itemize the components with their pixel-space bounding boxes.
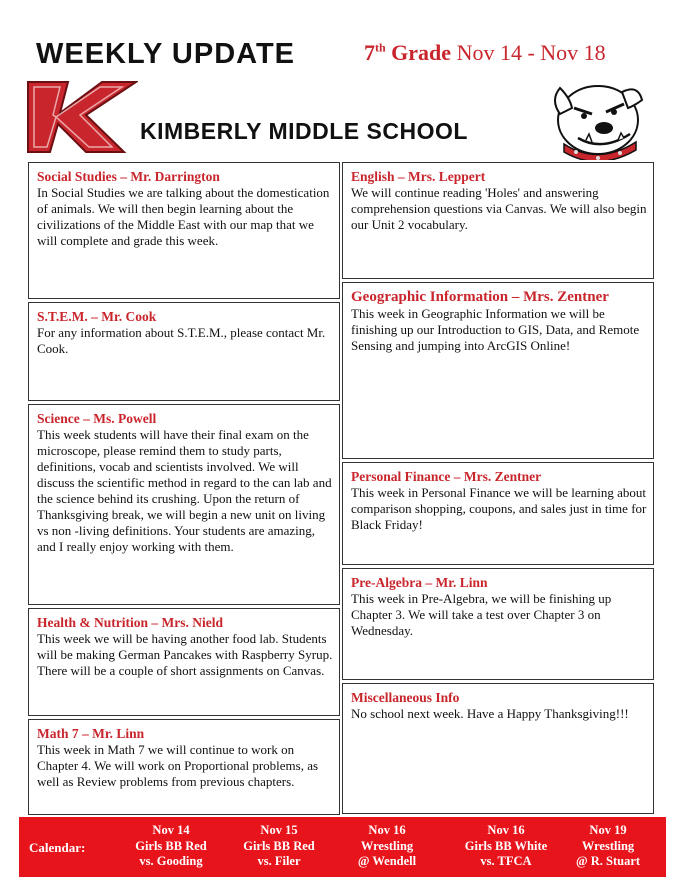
personal-finance-box [342, 462, 654, 565]
school-k-logo [26, 80, 138, 154]
event-line2: vs. Gooding [139, 854, 203, 868]
english-text: We will continue reading 'Holes' and answering comprehension questions via Canvas. We will also begin our Unit 2 vocabulary. [351, 185, 647, 232]
event-line1: Girls BB Red [243, 838, 315, 853]
math7-box [28, 719, 340, 815]
science-box [28, 404, 340, 605]
geographic-info-text: This week in Geographic Information we will be finishing up our Introduction to GIS, Data, and Remote Sensing and jumping into ArcGIS Online! [351, 306, 640, 353]
math7-heading: Math 7 – Mr. Linn [37, 726, 145, 741]
calendar-event [327, 823, 447, 870]
calendar-event [446, 823, 566, 870]
event-line2: vs. Filer [257, 854, 301, 868]
social-studies-box [28, 162, 340, 299]
event-line2: @ Wendell [357, 854, 417, 868]
math7-text: This week in Math 7 we will continue to work on Chapter 4. We will work on Proportional problems, as well as Review problems from previous chapters. [37, 742, 319, 789]
bulldog-mascot-icon [544, 74, 648, 160]
event-date: Nov 19 [589, 823, 627, 837]
social-studies-heading: Social Studies – Mr. Darrington [37, 169, 220, 184]
health-nutrition-box [28, 608, 340, 716]
geographic-info-heading: Geographic Information – Mrs. Zentner [351, 289, 609, 305]
science-text: This week students will have their final exam on the microscope, please remind them to study parts, definitions, vocab and scientists involved. We will discuss the scientific method in regard to the can lab and the science behind its crushing. Upon the return of Thanksgiving break, we will begin a new unit on living vs non -living definitions. Your students are amazing, and I really enjoy working with them. [37, 427, 332, 554]
pre-algebra-box [342, 568, 654, 680]
calendar-label: Calendar: [29, 840, 86, 855]
science-heading: Science – Ms. Powell [37, 411, 157, 426]
event-line2: @ R. Stuart [575, 854, 641, 868]
event-date: Nov 15 [260, 823, 298, 837]
misc-info-heading: Miscellaneous Info [351, 690, 460, 705]
stem-box [28, 302, 340, 401]
event-date: Nov 14 [152, 823, 190, 837]
personal-finance-heading: Personal Finance – Mrs. Zentner [351, 469, 542, 484]
social-studies-text: In Social Studies we are talking about the domestication of animals. We will then begin learning about the civilizations of the Middle East with our map that we will complete and grade this week. [37, 185, 330, 248]
calendar-event [553, 823, 663, 870]
school-name: KIMBERLY MIDDLE SCHOOL [140, 118, 468, 144]
grade-number: 7 [364, 40, 375, 65]
stem-heading: S.T.E.M. – Mr. Cook [37, 309, 157, 324]
date-range: Nov 14 - Nov 18 [456, 40, 606, 65]
health-nutrition-text: This week we will be having another food lab. Students will be making German Pancakes with Raspberry Syrup. There will be a couple of short assignments on Canvas. [37, 631, 333, 678]
personal-finance-text: This week in Personal Finance we will be learning about comparison shopping, coupons, and sales just in time for Black Friday! [351, 485, 647, 532]
event-line1: Wrestling [360, 838, 414, 853]
event-line1: Wrestling [581, 838, 635, 853]
misc-info-text: No school next week. Have a Happy Thanksgiving!!! [351, 706, 629, 721]
grade-suffix: th [375, 40, 386, 55]
grade-label [364, 40, 451, 65]
calendar-event [219, 823, 339, 870]
misc-info-box [342, 683, 654, 814]
english-box [342, 162, 654, 279]
grade-word: Grade [391, 40, 452, 65]
english-heading: English – Mrs. Leppert [351, 169, 486, 184]
page-title: WEEKLY UPDATE [36, 38, 296, 70]
pre-algebra-heading: Pre-Algebra – Mr. Linn [351, 575, 488, 590]
event-date: Nov 16 [368, 823, 406, 837]
event-line1: Girls BB Red [135, 838, 207, 853]
event-line1: Girls BB White [464, 838, 548, 853]
calendar-bar [19, 817, 666, 877]
health-nutrition-heading: Health & Nutrition – Mrs. Nield [37, 615, 223, 630]
geographic-info-box [342, 282, 654, 459]
event-line2: vs. TFCA [480, 854, 532, 868]
event-date: Nov 16 [487, 823, 525, 837]
pre-algebra-text: This week in Pre-Algebra, we will be finishing up Chapter 3. We will take a test over Chapter 3 on Wednesday. [351, 591, 612, 638]
grade-and-dates [364, 40, 606, 66]
calendar-event [111, 823, 231, 870]
stem-text: For any information about S.T.E.M., please contact Mr. Cook. [37, 325, 326, 356]
